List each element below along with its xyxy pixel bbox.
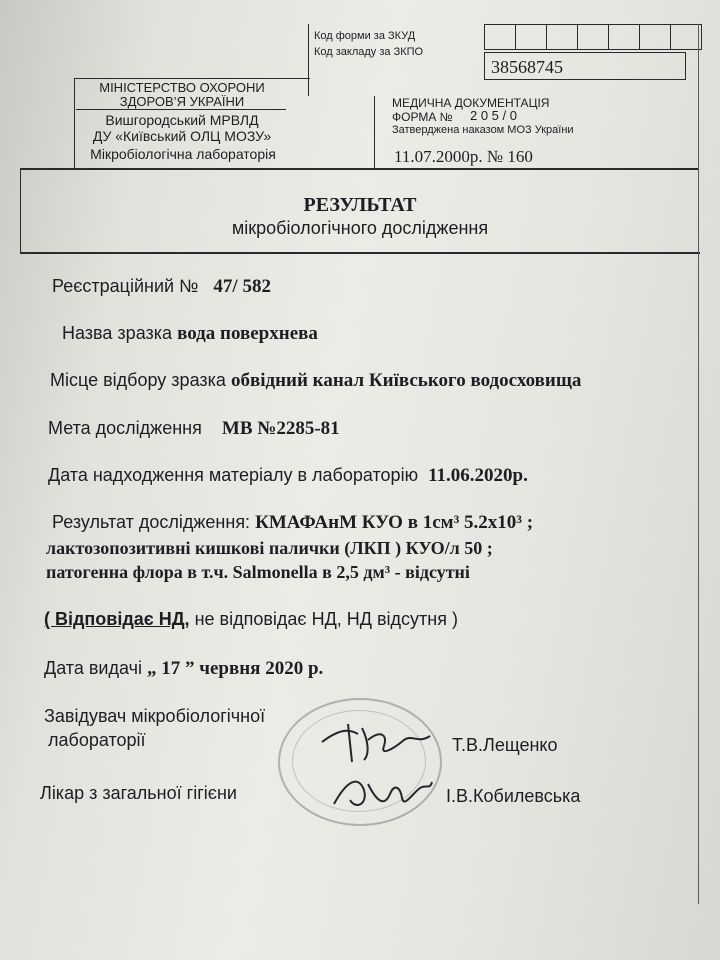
conformity-rest: не відповідає НД, НД відсутня ) [189,609,458,629]
order-line: 11.07.2000р. № 160 [394,147,533,166]
place-label: Місце відбору зразка [50,370,226,390]
result-line1: КМАФАнМ КУО в 1см³ 5.2х10³ ; [255,512,534,533]
document-subtitle: мікробіологічного дослідження [231,218,489,238]
date-in-row [48,465,528,487]
purpose-row [48,418,340,440]
sample-row [62,323,318,345]
code-zkpo-label: Код закладу за ЗКПО [314,46,424,58]
purpose-value: МВ №2285-81 [221,418,340,439]
code-zkud-grid [484,24,702,50]
head-label-line2: лабораторії [48,730,146,750]
place-value: обвідний канал Київського водосховища [230,370,582,391]
doctor-name: І.В.Кобилевська [446,786,581,806]
doctor-signature [328,764,438,820]
header-top-line-left [74,78,310,79]
form-number: 2 0 5 / 0 [470,108,517,123]
purpose-label: Мета дослідження [48,418,202,438]
result-line3: патогенна флора в т.ч. Salmonella в 2,5 дм³ - відсутні [46,562,470,582]
result-label: Результат дослідження: [52,512,251,532]
result-row [52,512,533,534]
page-right-border [698,24,699,904]
org-line2: ДУ «Київський ОЛЦ МОЗУ» [92,128,272,144]
place-row [50,370,581,392]
org-line1: Вишгородський МРВЛД [105,112,259,128]
issue-label: Дата видачі [44,658,142,678]
issue-row [44,658,323,680]
org-line3: Мікробіологічна лабораторія [90,146,276,162]
code-zkud-label: Код форми за ЗКУД [314,30,416,42]
doctor-label: Лікар з загальної гігієни [40,783,237,803]
code-zkpo-value: 38568745 [484,52,686,80]
registration-row [52,276,271,298]
title-bottom-line [20,252,700,254]
head-signature [318,710,438,770]
form-label: ФОРМА № [392,110,453,124]
title-left-border [20,170,21,254]
registration-value: 47/ 582 [213,276,271,297]
med-doc-line: МЕДИЧНА ДОКУМЕНТАЦІЯ [392,96,550,110]
approved-line: Затверджена наказом МОЗ України [392,124,574,136]
head-name: Т.В.Лещенко [452,735,558,755]
ministry-underline [76,109,286,110]
head-label-line1: Завідувач мікробіологічної [44,706,266,726]
header-bottom-line [20,168,698,170]
header-divider [374,96,375,170]
conformity-selected: ( Відповідає НД, [44,609,190,629]
ministry-line1: МІНІСТЕРСТВО ОХОРОНИ [99,80,265,95]
header-right-border [308,24,309,96]
registration-label: Реєстраційний № [52,276,199,296]
ministry-line2: ЗДОРОВ’Я УКРАЇНИ [119,94,245,109]
sample-label: Назва зразка [62,323,173,343]
document-title: РЕЗУЛЬТАТ [303,194,417,216]
issue-value: „ 17 ” червня 2020 р. [147,658,324,679]
result-line2: лактозопозитивні кишкові палички (ЛКП ) КУО/л 50 ; [46,538,493,558]
sample-value: вода поверхнева [177,323,318,344]
date-in-value: 11.06.2020р. [428,465,528,486]
date-in-label: Дата надходження матеріалу в лабораторію [48,465,419,485]
conformity-row [44,609,458,630]
